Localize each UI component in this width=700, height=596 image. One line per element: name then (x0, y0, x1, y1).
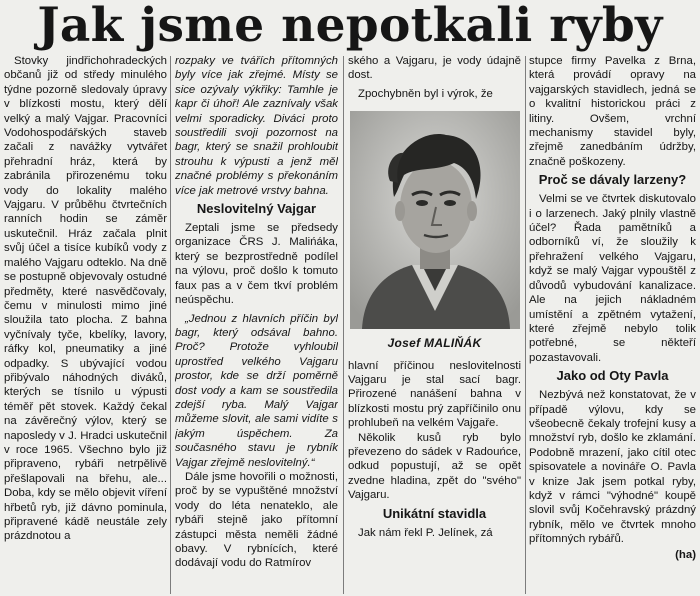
paragraph-text: o. Na dně se postupně objevovaly ostudné předměty, které nasvědčovaly, čemu v minulosti mimo jiné sloužila tato plocha. Z bahna vyčnívaly tyče, kbelíky, lavory, ráfky kol, pneumatiky a jiné odpadky. S ubývající vodou přibývalo náhodných diváků, kterých se tísnilo u výpusti téměř pět stovek. Každý čekal na závěrečný výlov, který se naposledy v J. Hradci uskutečnil v roce 1965. Všechno bylo již připraveno, rybáři netrpělivě přešlapovali na břehu, ale... Doba, kdy se mělo objevit víření hřbetů ryb, již dávno pominula, připravené kádě neustále zely prázdnotou a (4, 256, 167, 543)
paragraph-text: Stovky jindřichohradeckých občanů již od středy minulého týdne pozorně sledovaly úpravy v blízkosti mostu, který dělí velký a malý Vajgar. Pracovníci Vodohospodářských staveb začali z navážky vytvářet přehradní hráz, která by zabránila přirozenému toku vody do lokality malého Vajgaru. V průběhu čtvrtečních ranních hodin se záměr uskutečnil. Hráz začala plnit svůj účel a tisíce kubíků vody z malého Vajgaru odtekl (4, 55, 167, 269)
column-rule (170, 56, 171, 594)
paragraph (175, 54, 338, 198)
subheading: Proč se dávaly larzeny? (538, 172, 687, 188)
paragraph: Jak nám řekl P. Jelínek, zá (358, 526, 493, 539)
paragraph: Několik kusů ryb bylo převezeno do sádek v Radouńce, odkud popustují, až se opět zvedne hladina, zpět do "svého" Vajgaru. (348, 431, 521, 502)
paragraph: Zpochybněn byl i výrok, že (358, 87, 493, 100)
paragraph (4, 54, 167, 544)
paragraph: Zeptali jsme se předsedy organizace ČRS J. Malińáka, který se bezprostředně podílel na výlovu, proč došlo k tomuto faux pas a v čem tkví problém neúspěchu. (175, 222, 338, 307)
paragraph-text: rozpaky ve tvářích přítomných byly více jak zřejmé. Místy se sice ozývaly výkřiky: Tamhle je kapr či úhoř! Ale zaznívaly však velmi sporadicky. (175, 55, 338, 125)
article-column-4 (529, 54, 696, 596)
paragraph: Dále jsme hovořili o možnosti, proč by se vypuštěné množství vody do léta nenateklo, ale rybáři stejně jako přítomní zástupci města neměli žádné obavy. V rybnících, které dodávají vodu do Ratmírov (175, 470, 338, 570)
paragraph-text: Diváci proto soustředili svoji pozornost na bagr, který se snažil prohloubit strouhu k výpusti a jenž měl značné problémy s překonáním více jak metrové vrstvy bahna. (175, 112, 338, 197)
paragraph: Nezbývá než konstatovat, že v případě výlovu, kdy se všeobecně čekaly trofejní kusy a množství ryb, došlo ke zklamání. Podobně mrazení, jako cítil otec spisovatele a novináře O. Pavla v knize Jak jsem potkal ryby, když v rámci "výhodné" koupě slovil svůj Kočehravský prázdný rybník, mělo ve čtvrtek mnoho přítomných rybářů. (529, 389, 696, 546)
paragraph: hlavní příčinou neslovitelnosti Vajgaru je stal sací bagr. Přirozené nanášení bahna v blízkosti mostu prý zapříčinilo onu prohlubeň na velkém Vajgaře. (348, 359, 521, 430)
column-rule (343, 56, 344, 594)
column-rule (525, 56, 526, 594)
quote-paragraph: „Jednou z hlavních příčin byl bagr, který odsával bahno. Proč? Protože vyhloubil uprostřed velkého Vajgaru prostor, kde se drží poměrně dost vody a kam se soustředila zdejší ryba. Malý Vajgar můžeme slovit, ale sami vidíte s jakým úspěchem. Za současného stavu je rybník Vajgar zřejmě neslovitelný.“ (175, 312, 338, 469)
article-column-2 (175, 54, 338, 596)
author-signature: (ha) (675, 548, 696, 561)
photo-caption: Josef MALIŇÁK (387, 335, 482, 350)
paragraph: stupce firmy Pavelka z Brna, která provádí opravy na vajgarských stavidlech, jedná se o kvalitní historickou práci z litiny. Ovšem, vrchní mechanismy stavidel byly, zřejmě zanedbáním údržby, značně poškozeny. (529, 55, 696, 168)
portrait-photo (350, 111, 520, 329)
article-column-3 (348, 54, 521, 596)
subheading: Neslovitelný Vajgar (196, 201, 317, 217)
headline: Jak jsme nepotkali ryby (37, 0, 663, 53)
paragraph: Velmi se ve čtvrtek diskutovalo i o larzenech. Jaký plnily vlastně účel? Řada pamětníků a odborníků ví, že sloužily k přehražení velkého Vajgaru, když se malý Vajgar vypouštěl z důvodů vybudování kanalizace. Ale na jejich nákladném umístění a zpětném vytažení, které zřejmě nebylo tolik potřebné, se někteří pozastavovali. (529, 193, 696, 364)
subheading: Jako od Oty Pavla (556, 368, 669, 384)
subheading: Unikátní stavidla (382, 505, 487, 521)
paragraph: ského a Vajgaru, je vody údajně dost. (348, 55, 521, 82)
article-column-1 (4, 54, 167, 596)
